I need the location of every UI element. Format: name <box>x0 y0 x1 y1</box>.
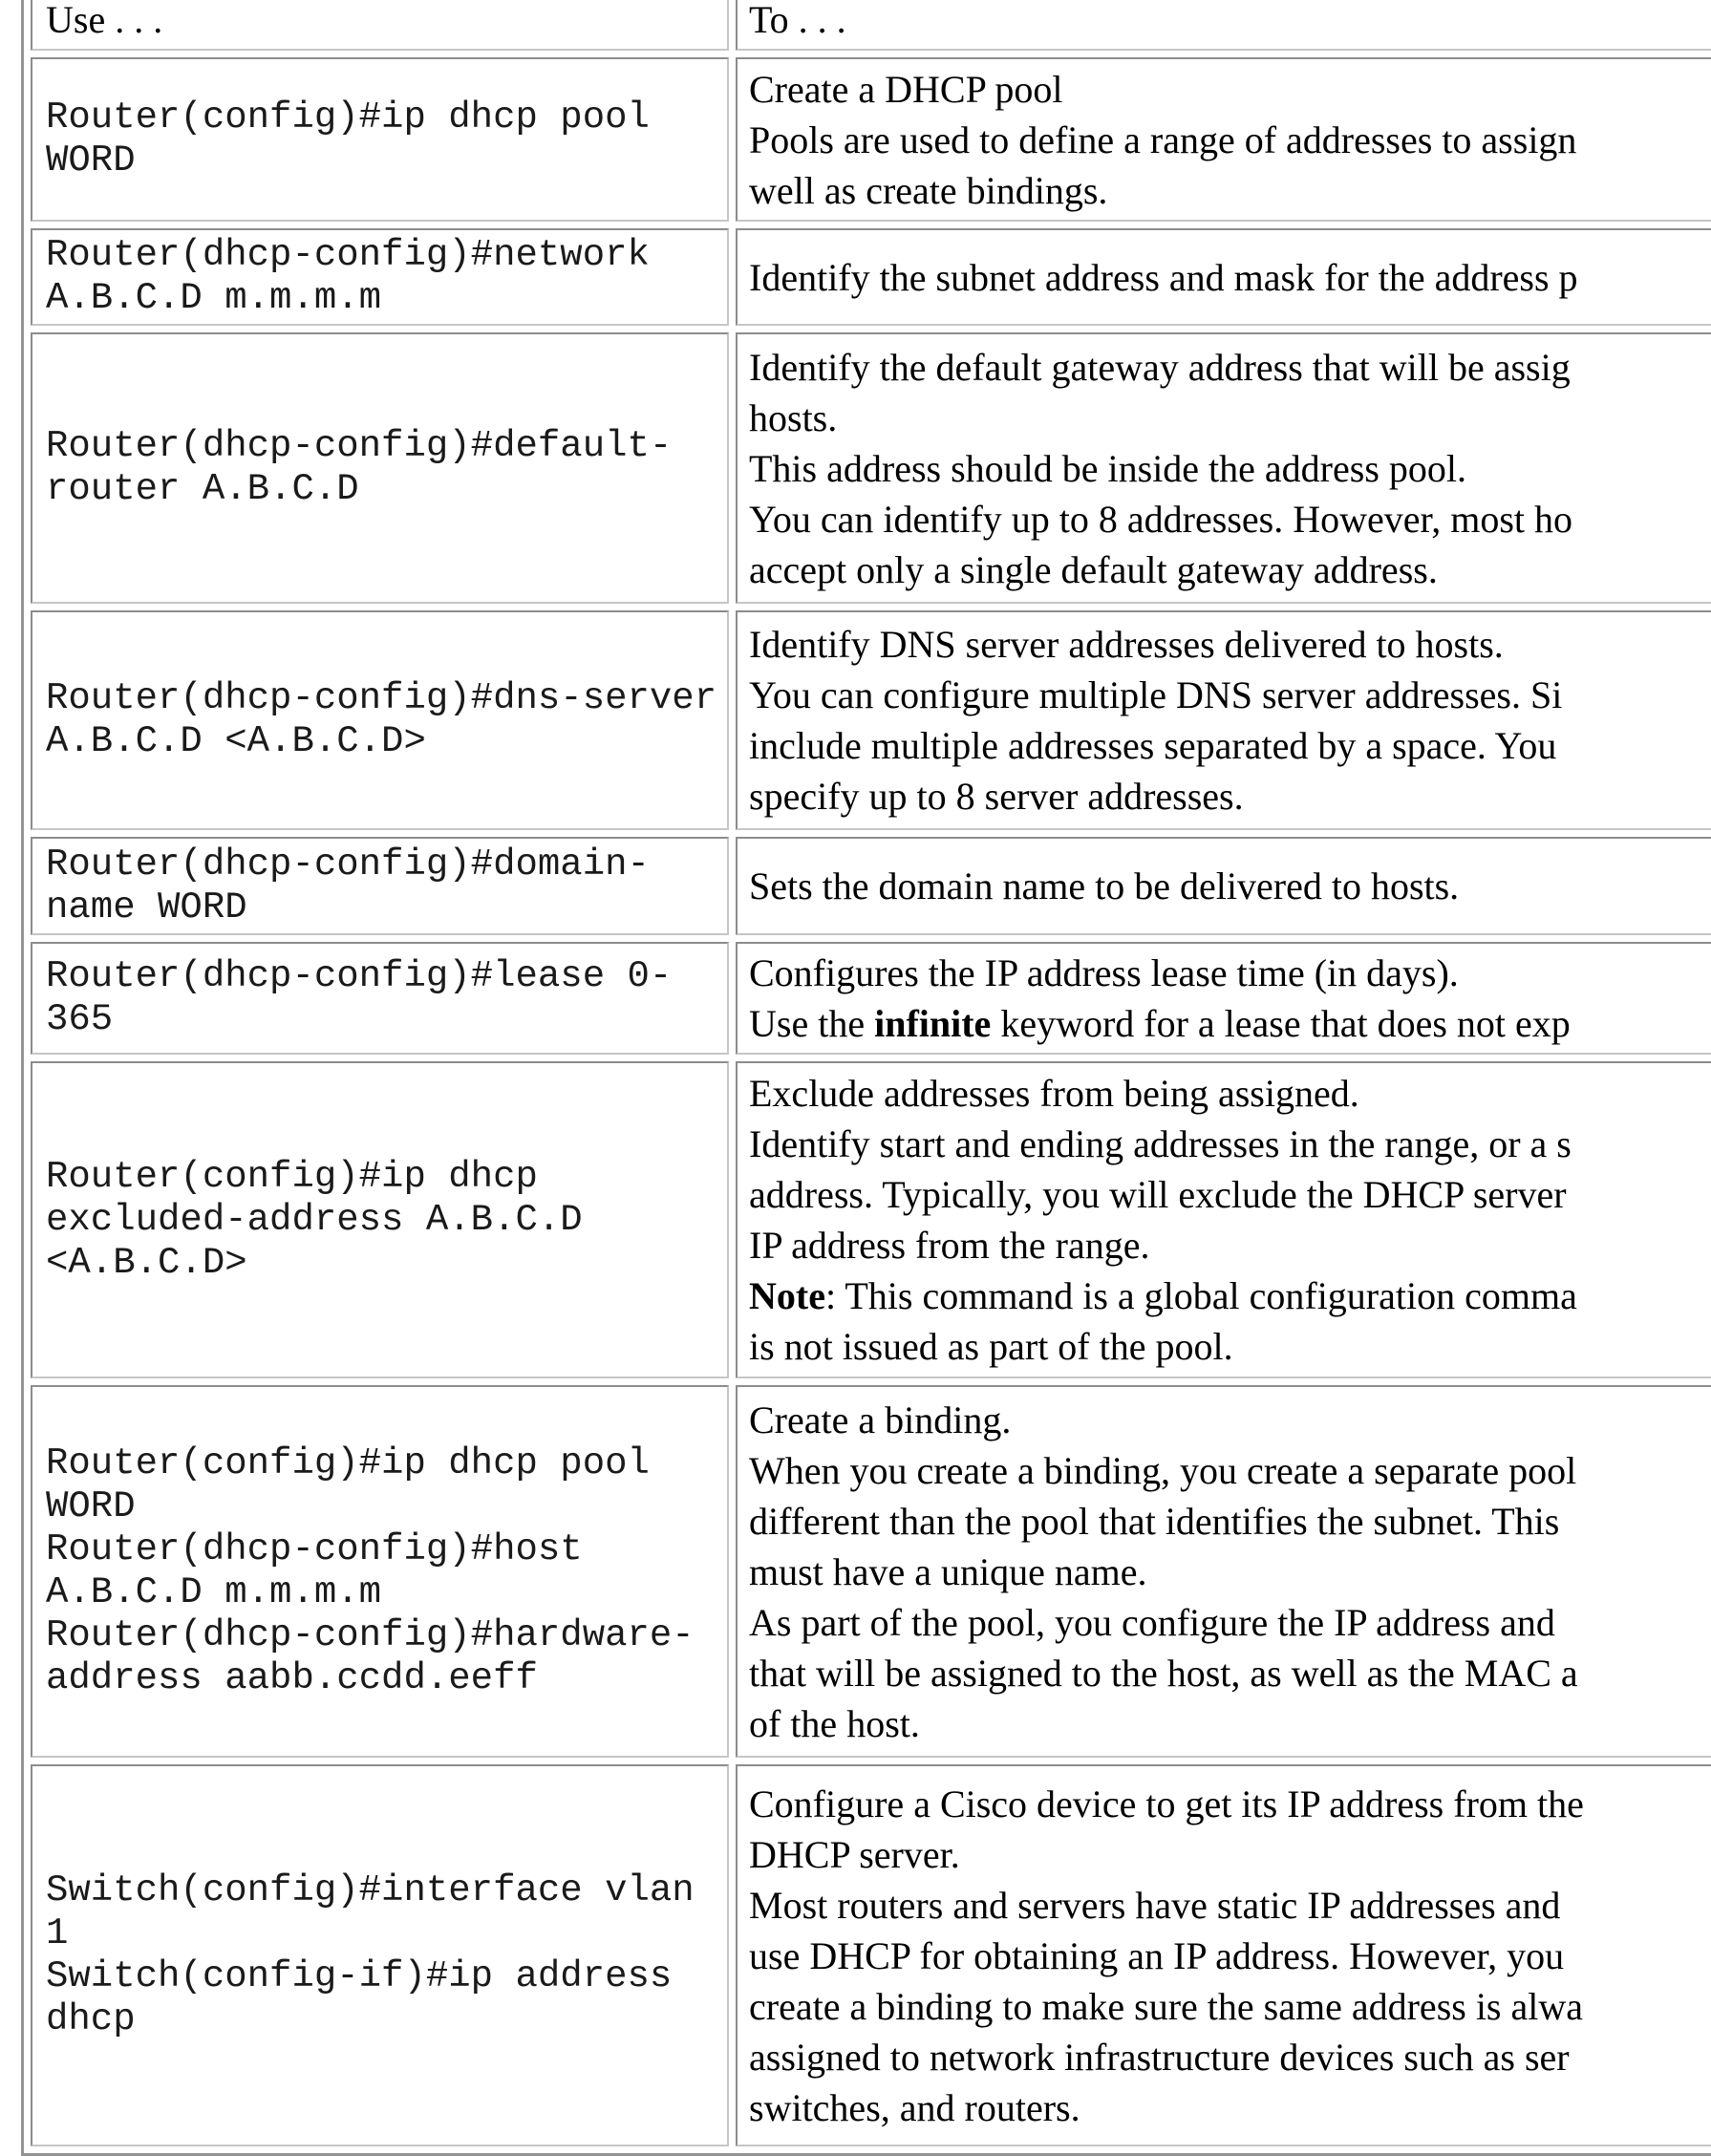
to-column-header <box>736 0 1711 51</box>
description-line: Note: This command is a global configuration comma <box>749 1274 1577 1317</box>
table-row <box>31 1061 1711 1378</box>
description-line: include multiple addresses separated by a space. You <box>749 724 1557 767</box>
description-line: Most routers and servers have static IP addresses and <box>749 1883 1561 1927</box>
description-line: Configures the IP address lease time (in days). <box>749 951 1459 994</box>
command-line: Router(dhcp-config)#hardware- <box>46 1614 695 1656</box>
command-cell <box>31 57 729 222</box>
description-line: must have a unique name. <box>749 1549 1147 1593</box>
description-line: Create a binding. <box>749 1398 1012 1441</box>
description-line: use DHCP for obtaining an IP address. However, you <box>749 1933 1565 1977</box>
command-cell <box>31 942 729 1055</box>
command-line: Router(config)#ip dhcp <box>46 1155 538 1198</box>
command-line: WORD <box>46 139 136 181</box>
command-line: Router(dhcp-config)#default- <box>46 425 673 467</box>
command-line: name WORD <box>46 886 247 929</box>
description-cell <box>736 57 1711 222</box>
description-line: Create a DHCP pool <box>749 67 1063 111</box>
description-line: specify up to 8 server addresses. <box>749 775 1244 818</box>
bold-keyword: infinite <box>874 1002 992 1045</box>
table-row <box>31 332 1711 604</box>
command-line: Router(config)#ip dhcp pool <box>46 96 650 139</box>
command-line: Router(config)#ip dhcp pool <box>46 1442 650 1484</box>
description-cell <box>736 1061 1711 1378</box>
command-line: A.B.C.D <A.B.C.D> <box>46 720 426 762</box>
description-line: create a binding to make sure the same address is alwa <box>749 1984 1584 2028</box>
description-cell <box>736 228 1711 326</box>
description-line: DHCP server. <box>749 1832 960 1876</box>
description-line: assigned to network infrastructure devices such as ser <box>749 2035 1570 2079</box>
description-line: different than the pool that identifies the subnet. This <box>749 1499 1560 1543</box>
command-line: <A.B.C.D> <box>46 1241 247 1284</box>
table-row <box>31 1764 1711 2146</box>
description-line: well as create bindings. <box>749 168 1108 212</box>
description-line: You can configure multiple DNS server addresses. Si <box>749 673 1563 716</box>
description-cell <box>736 332 1711 604</box>
command-line: Router(dhcp-config)#dns-server <box>46 677 717 719</box>
table-row <box>31 942 1711 1055</box>
command-line: Router(dhcp-config)#host <box>46 1528 583 1570</box>
to-column-header-text: To . . . <box>749 0 846 41</box>
command-cell <box>31 1061 729 1378</box>
command-line: A.B.C.D m.m.m.m <box>46 1571 382 1613</box>
command-line: dhcp <box>46 1998 136 2040</box>
command-line: WORD <box>46 1485 136 1527</box>
command-line: router A.B.C.D <box>46 468 359 510</box>
command-line: Router(dhcp-config)#domain- <box>46 843 650 886</box>
description-cell <box>736 837 1711 935</box>
description-line: Configure a Cisco device to get its IP address from the <box>749 1782 1584 1825</box>
description-line: When you create a binding, you create a separate pool <box>749 1448 1577 1492</box>
use-column-header <box>31 0 729 51</box>
bold-keyword: Note <box>749 1274 825 1317</box>
command-cell <box>31 228 729 326</box>
command-line: Router(dhcp-config)#lease 0- <box>46 955 673 997</box>
description-line: Identify the default gateway address that will be assig <box>749 345 1571 389</box>
table-row <box>31 1385 1711 1758</box>
description-cell <box>736 1385 1711 1758</box>
command-cell <box>31 332 729 604</box>
use-column-header-text: Use . . . <box>46 0 163 41</box>
command-line: Switch(config-if)#ip address <box>46 1955 673 1997</box>
table-row <box>31 228 1711 326</box>
description-line: Pools are used to define a range of addresses to assign <box>749 117 1577 161</box>
description-cell <box>736 610 1711 830</box>
description-line: IP address from the range. <box>749 1224 1150 1267</box>
description-line: is not issued as part of the pool. <box>749 1325 1233 1368</box>
command-line: Router(dhcp-config)#network <box>46 234 650 276</box>
document-page <box>21 0 1711 2156</box>
table-row <box>31 837 1711 935</box>
table-row <box>31 57 1711 222</box>
description-line: address. Typically, you will exclude the DHCP server <box>749 1173 1567 1216</box>
description-cell <box>736 1764 1711 2146</box>
command-line: A.B.C.D m.m.m.m <box>46 277 382 319</box>
description-line: switches, and routers. <box>749 2085 1080 2129</box>
description-line: hosts. <box>749 395 838 439</box>
command-line: 365 <box>46 998 114 1040</box>
table-row <box>31 610 1711 830</box>
command-line: 1 <box>46 1912 69 1954</box>
description-line: Identify start and ending addresses in the range, or a s <box>749 1122 1572 1165</box>
command-cell <box>31 1764 729 2146</box>
command-cell <box>31 610 729 830</box>
description-line: Identify DNS server addresses delivered to hosts. <box>749 623 1504 666</box>
description-line: Sets the domain name to be delivered to hosts. <box>749 865 1460 907</box>
description-line: accept only a single default gateway address. <box>749 547 1438 591</box>
description-line: You can identify up to 8 addresses. However, most ho <box>749 497 1572 541</box>
table-header-row <box>31 0 1711 51</box>
dhcp-command-table <box>21 0 1711 2156</box>
description-line: of the host. <box>749 1701 920 1745</box>
description-line: As part of the pool, you configure the IP address and <box>749 1600 1555 1644</box>
description-line: This address should be inside the address pool. <box>749 446 1466 490</box>
description-line: Use the infinite keyword for a lease that does not exp <box>749 1002 1571 1045</box>
command-cell <box>31 837 729 935</box>
description-line: that will be assigned to the host, as well as the MAC a <box>749 1651 1578 1695</box>
command-line: Switch(config)#interface vlan <box>46 1869 695 1911</box>
description-cell <box>736 942 1711 1055</box>
command-cell <box>31 1385 729 1758</box>
command-line: excluded-address A.B.C.D <box>46 1198 583 1241</box>
description-line: Identify the subnet address and mask for the address p <box>749 255 1578 299</box>
description-line: Exclude addresses from being assigned. <box>749 1072 1359 1115</box>
command-line: address aabb.ccdd.eeff <box>46 1657 538 1699</box>
